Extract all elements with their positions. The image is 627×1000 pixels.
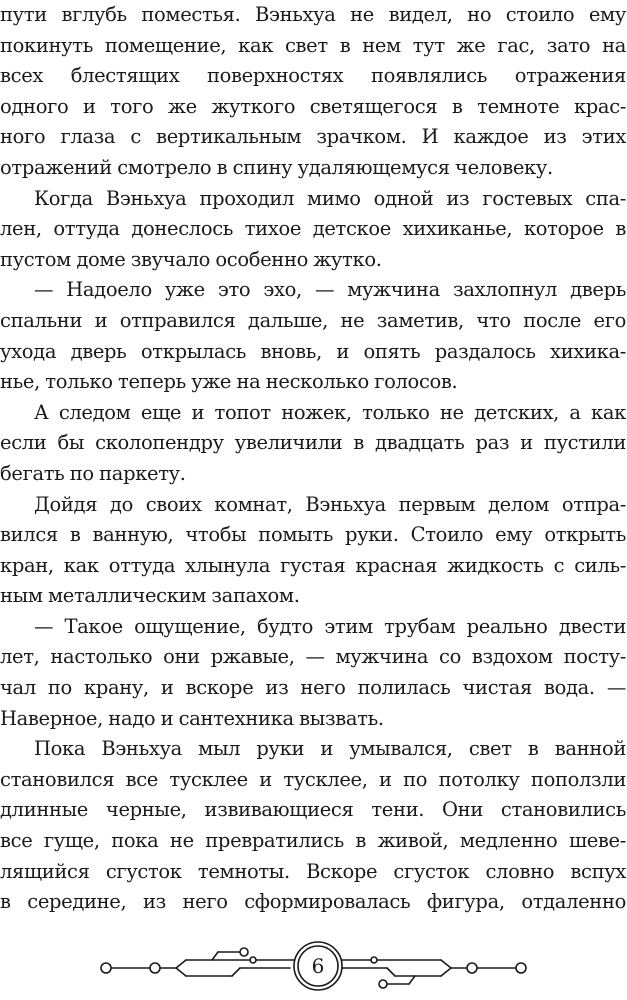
text-line: если бы сколопендру увеличили в двадцать раз и пустили	[0, 431, 626, 455]
text-line: А следом еще и топот ножек, только не детских, а как	[34, 400, 626, 424]
text-line: покинуть помещение, как свет в нем тут же гас, зато на	[0, 33, 626, 57]
text-line: одного и того же жуткого светящегося в темноте крас-	[0, 94, 626, 118]
text-line: спальни и отправился дальше, не заметив, что после его	[0, 308, 626, 332]
text-line: кран, как оттуда хлынула густая красная жидкость с силь-	[0, 553, 626, 577]
text-line: — Надоело уже это эхо, — мужчина захлопнул дверь	[34, 278, 626, 302]
text-line: Наверное, надо и сантехника вызвать.	[0, 706, 384, 730]
text-line: пути вглубь поместья. Вэньхуа не видел, но стоило ему	[0, 3, 626, 26]
text-line: в середине, из него сформировалась фигура, отдаленно	[0, 890, 626, 914]
text-line: лен, оттуда донеслось тихое детское хихиканье, которое в	[0, 217, 626, 241]
text-line: отражений смотрело в спину удаляющемуся человеку.	[0, 155, 553, 179]
text-line: Когда Вэньхуа проходил мимо одной из гостевых спа-	[34, 186, 626, 210]
text-line: все гуще, пока не превратились в живой, медленно шеве-	[0, 829, 626, 853]
page-number: 6	[311, 954, 325, 978]
text-line: бегать по паркету.	[0, 461, 186, 485]
text-line: Пока Вэньхуа мыл руки и умывался, свет в ванной	[34, 737, 626, 761]
text-line: длинные черные, извивающиеся тени. Они становились	[0, 798, 626, 822]
text-line: становился все тусклее и тусклее, и по потолку поползли	[0, 767, 626, 791]
text-line: чал по крану, и вскоре из него полилась чистая вода. —	[0, 676, 626, 700]
text-line: нье, только теперь уже на несколько голосов.	[0, 370, 458, 394]
text-line: лящийся сгусток темноты. Вскоре сгусток словно вспух	[0, 859, 626, 883]
text-line: ухода дверь открылась вновь, и опять раздалось хихика-	[0, 339, 626, 363]
text-line: вился в ванную, чтобы помыть руки. Стоило ему открыть	[0, 523, 626, 547]
page-footer	[0, 938, 627, 1000]
text-line: лет, настолько они ржавые, — мужчина со вздохом посту-	[0, 645, 626, 669]
text-line: — Такое ощущение, будто этим трубам реально двести	[34, 614, 626, 638]
text-line: ным металлическим запахом.	[0, 584, 300, 608]
text-line: всех блестящих поверхностях появлялись отражения	[0, 64, 626, 88]
text-line: пустом доме звучало особенно жутко.	[0, 247, 382, 271]
text-line: Дойдя до своих комнат, Вэньхуа первым делом отпра-	[34, 492, 626, 516]
text-line: ного глаза с вертикальным зрачком. И каждое из этих	[0, 125, 626, 149]
